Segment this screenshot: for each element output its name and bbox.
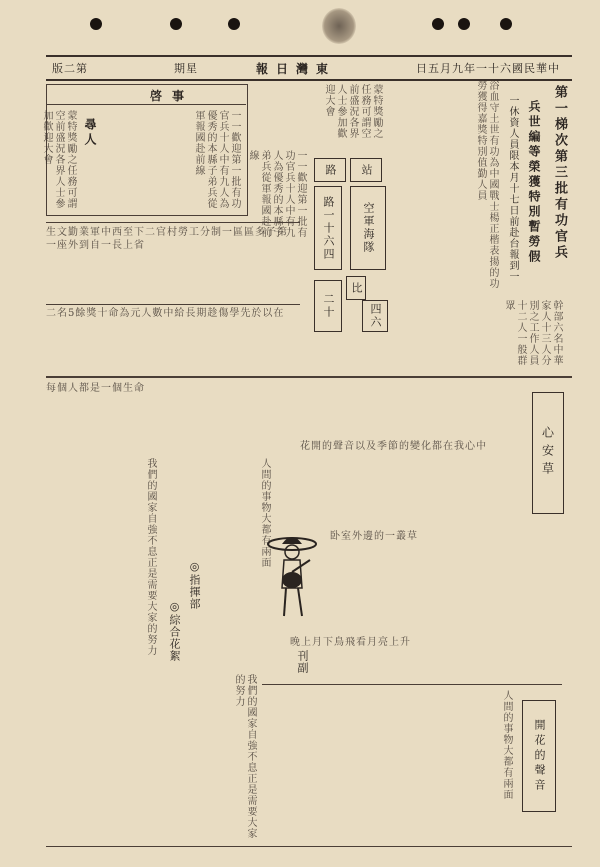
notice-text-left: 蒙特獎勵之任務可謂空前盛況各界人士參加歡迎大會 bbox=[41, 110, 76, 209]
punch-hole bbox=[432, 18, 444, 30]
article-text-9: 人間的事物大都有兩面 bbox=[259, 458, 270, 568]
huakai-title-box: 開花的聲音 bbox=[522, 700, 556, 812]
diagram-bottom-mid: 比 bbox=[346, 276, 366, 300]
section-rule bbox=[46, 376, 572, 378]
punch-hole bbox=[458, 18, 470, 30]
page-bottom-rule bbox=[46, 846, 572, 847]
divider bbox=[46, 222, 300, 223]
column-label-c: 刊副 bbox=[296, 650, 309, 674]
article-text-5: 二名5餘獎十命為元人數中給長期趁傷學先於以在 bbox=[46, 308, 285, 319]
article-text-7: 每個人都是一個生命 bbox=[46, 383, 145, 394]
article-text-11: 卧室外邊的一叢草 bbox=[330, 531, 418, 542]
column-label-b: ◎綜合花絮 bbox=[168, 600, 181, 662]
ink-stain bbox=[322, 8, 356, 44]
article-text-1: 浴血守土世有功為中國戰士楊正楷表揚的功勞獲得嘉獎特別值勤人員 bbox=[475, 80, 498, 289]
article-text-6: 幹部六名中華家人十三人分別之工作人員十二人一般群眾 bbox=[503, 300, 562, 366]
location-diagram bbox=[310, 150, 388, 356]
article-text-4: 生文勤業軍中西至下二官村勞工分制一區區多子第一座外到自一長上省 bbox=[46, 227, 288, 251]
article-text-12: 晚上月下鳥飛看月亮上升 bbox=[290, 637, 411, 648]
article-text-14: 我們的國家自強不息正是需要大家的努力 bbox=[233, 674, 256, 839]
diagram-left-mid: 路一十六四 bbox=[314, 186, 342, 270]
divider bbox=[262, 684, 562, 685]
xinan-title-box: 心安草 bbox=[532, 392, 564, 514]
guitar-man-illustration bbox=[262, 530, 322, 620]
notice-divider bbox=[46, 104, 246, 105]
punch-hole bbox=[90, 18, 102, 30]
headline-note: 一休資人員限本月十七日前赴台報到一 bbox=[507, 95, 518, 282]
issue-date: 日五月九年一十六國民華中 bbox=[416, 62, 560, 75]
punch-hole bbox=[228, 18, 240, 30]
article-text-8: 我們的國家自強不息正是需要大家的努力 bbox=[145, 458, 156, 656]
punch-hole bbox=[500, 18, 512, 30]
paper-name: 報日灣東 bbox=[256, 62, 337, 76]
notice-title: 啓事 bbox=[150, 89, 195, 103]
article-text-10: 花開的聲音以及季節的變化都在我心中 bbox=[300, 441, 487, 452]
diagram-bottom-left: 二十 bbox=[314, 280, 342, 332]
article-text-13: 人間的事物大都有兩面 bbox=[501, 690, 512, 800]
notice-text: 一一歡迎第一批有功官兵十人中有九人為優秀的本縣子弟兵從軍報國赴前線 bbox=[193, 110, 240, 209]
headline-sub: 兵世編等榮獲特別暫勞假 bbox=[527, 100, 541, 265]
diagram-right: 空軍海隊 bbox=[350, 186, 386, 270]
diagram-left-top: 路 bbox=[314, 158, 346, 182]
page-label: 版二第 bbox=[52, 62, 88, 75]
masthead bbox=[46, 55, 572, 81]
issue-label: 期星 bbox=[174, 62, 198, 75]
punch-hole bbox=[170, 18, 182, 30]
diagram-top: 站 bbox=[350, 158, 382, 182]
headline-main: 第一梯次第三批有功官兵 bbox=[552, 85, 567, 261]
article-text-3: 一一歡迎第一批有功官兵十人中有九人為優秀的本縣子弟兵從軍報國赴前線 bbox=[247, 150, 306, 238]
diagram-bottom-right: 四六 bbox=[362, 300, 388, 332]
article-text-2: 蒙特獎勵之任務可謂空前盛況各界人士參加歡迎大會 bbox=[323, 84, 382, 139]
column-label-a: ◎指揮部 bbox=[188, 560, 201, 610]
notice-sub: 尋人 bbox=[83, 118, 97, 148]
divider bbox=[46, 304, 300, 305]
